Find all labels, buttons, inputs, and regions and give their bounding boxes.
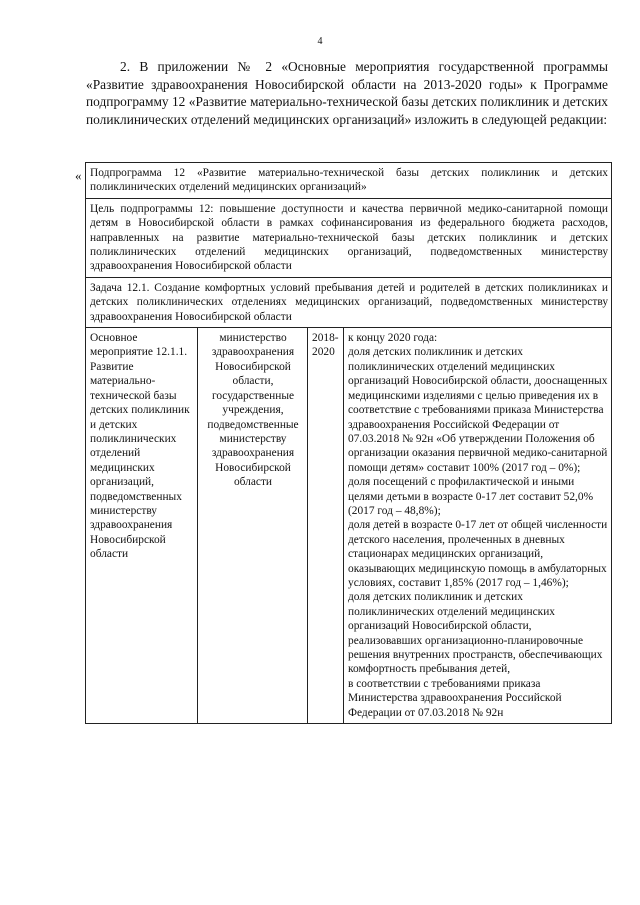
- executor-cell: министерство здравоохранения Новосибирской области, государственные учреждения, подведомственные министерству здравоохранения Новосибирской области: [198, 328, 308, 724]
- result-line: в соответствии с требованиями приказа Министерства здравоохранения Российской Федерации от 07.03.2018 № 92н: [348, 677, 562, 719]
- result-line: доля детей в возрасте 0-17 лет от общей численности детского населения, пролеченных в дневных стационарах медицинских организаций, оказывающих медицинскую помощь в амбулаторных условиях, составит 1,85% (2017 год – 1,46%);: [348, 519, 608, 589]
- task-cell: Задача 12.1. Создание комфортных условий пребывания детей и родителей в детских поликлиниках и детских поликлинических отделениях медицинских организаций, подведомственных министерству здравоохранения Новосибирской области: [86, 277, 612, 327]
- amendment-intro-paragraph: [86, 58, 608, 128]
- subprogram-title-row: [86, 163, 612, 199]
- goal-row: [86, 198, 612, 277]
- period-cell: 2018-2020: [308, 328, 344, 724]
- page-number: 4: [317, 36, 323, 47]
- result-cell: [344, 328, 612, 724]
- result-line: доля детских поликлиник и детских поликлинических отделений медицинских организаций Новосибирской области, реализовавших организационно-планировочные решения внутренних пространств, обеспечивающих комфортность пребывания детей,: [348, 591, 603, 676]
- activity-name-cell: Основное мероприятие 12.1.1. Развитие материально-технической базы детских поликлиник и детских поликлинических отделений медицинских организаций, подведомственных министерству здравоохранения Новосибирской области: [86, 328, 198, 724]
- result-line: доля посещений с профилактической и иными целями детьми в возрасте 0-17 лет составит 52,0% (2017 год – 48,8%);: [348, 476, 594, 517]
- task-row: [86, 277, 612, 327]
- subprogram-title-cell: Подпрограмма 12 «Развитие материально-технической базы детских поликлиник и детских поликлинических отделений медицинских организаций»: [86, 163, 612, 199]
- subprogram-table: [85, 162, 612, 724]
- goal-cell: Цель подпрограммы 12: повышение доступности и качества первичной медико-санитарной помощи детям в Новосибирской области в рамках софинансирования из федерального бюджета расходов, направленных на развитие материально-технической базы детских поликлиник и детских поликлинических отделений медицинских организаций, подведомственных министерству здравоохранения Новосибирской области: [86, 198, 612, 277]
- result-line: доля детских поликлиник и детских поликлинических отделений медицинских организаций Новосибирской области, дооснащенных медицинскими изделиями с целью приведения их в соответствие с требованиями приказа Министерства здравоохранения Российской Федерации от 07.03.2018 № 92н «Об утверждении Положения об организации оказания первичной медико-санитарной помощи детям» составит 100% (2017 год – 0%);: [348, 346, 608, 474]
- activity-row: [86, 328, 612, 724]
- result-line: к концу 2020 года:: [348, 332, 438, 345]
- opening-quote-mark: «: [75, 168, 82, 183]
- amendment-intro-text: 2. В приложении № 2 «Основные мероприятия государственной программы «Развитие здравоохранения Новосибирской области на 2013-2020 годы» к Программе подпрограмму 12 «Развитие материально-технической базы детских поликлиник и детских поликлинических отделений медицинских организаций» изложить в следующей редакции:: [86, 59, 608, 127]
